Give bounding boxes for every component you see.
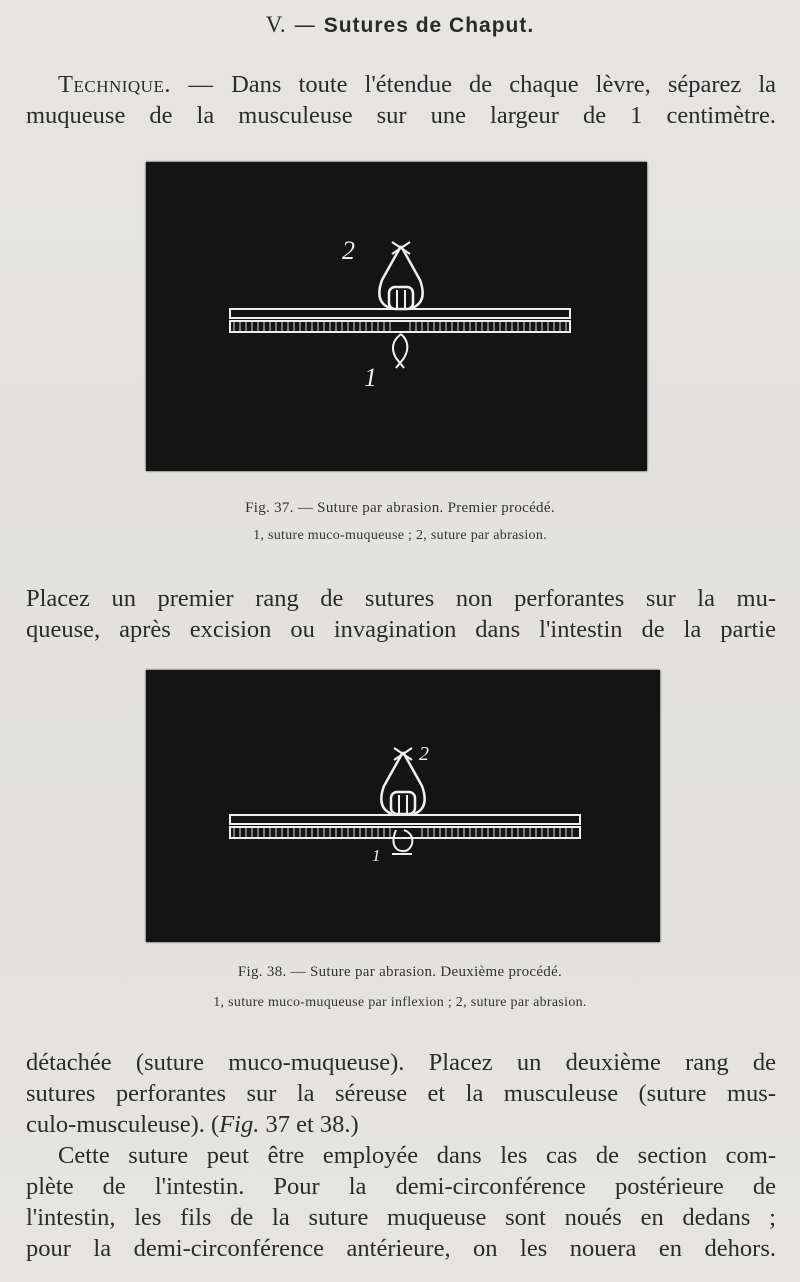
para3-line-1: Cette suture peut être employée dans les cas de section com- (58, 1142, 776, 1169)
figure-37-drawing (146, 162, 647, 471)
fig38-wall-hatching (234, 828, 572, 837)
para2-line-3-suffix: 37 et 38.) (259, 1111, 359, 1138)
fig37-suture-2-loop (379, 246, 422, 308)
para3-line-4: pour la demi-circonférence antérieure, on les nouera en dehors. (26, 1235, 776, 1262)
fig37-suture-2-knot (392, 242, 410, 254)
fig38-wall-upper (230, 815, 580, 824)
para2-line-2: sutures perforantes sur la séreuse et la musculeuse (suture mus- (26, 1080, 776, 1107)
technique-lead: Technique. — (58, 71, 232, 98)
section-number: V. (265, 12, 287, 37)
fig37-suture-1-loop (393, 334, 407, 368)
intro-line-1 (58, 70, 776, 100)
fig38-label-2: 2 (419, 743, 429, 765)
para1-line-2: queuse, après excision ou invagination dans l'intestin de la partie (26, 616, 776, 643)
section-heading (0, 12, 800, 38)
fig38-fold (391, 792, 415, 814)
figure-37-legend: 1, suture muco-muqueuse ; 2, suture par abrasion. (253, 528, 547, 543)
para3-line-2: plète de l'intestin. Pour la demi-circonférence postérieure de (26, 1173, 776, 1200)
fig38-suture-2-knot (394, 748, 412, 760)
fig37-wall-lower (230, 321, 570, 332)
intro-text-1: Dans toute l'étendue de chaque lèvre, séparez la (231, 71, 777, 98)
figure-38-drawing (146, 670, 660, 942)
fig37-wall-hatching (234, 322, 566, 331)
fig37-label-2: 2 (342, 236, 355, 265)
fig37-fold (389, 287, 413, 309)
fig37-wall-upper (230, 309, 570, 318)
para3-line-3: l'intestin, les fils de la suture muqueuse sont noués en dedans ; (26, 1204, 776, 1231)
figure-37-illustration (146, 162, 647, 471)
para2-line-1: détachée (suture muco-muqueuse). Placez un deuxième rang de (26, 1049, 776, 1076)
fig38-suture-1-inflexion (393, 830, 412, 851)
intro-line-2: muqueuse de la musculeuse sur une largeur de 1 centimètre. (26, 102, 776, 129)
para2-line-3-prefix: culo-musculeuse). ( (26, 1111, 220, 1138)
fig38-label-1: 1 (372, 846, 381, 865)
para1-line-1: Placez un premier rang de sutures non perforantes sur la mu- (26, 585, 776, 612)
figure-38-legend: 1, suture muco-muqueuse par inflexion ; 2, suture par abrasion. (213, 995, 587, 1010)
figure-37-caption: Fig. 37. — Suture par abrasion. Premier procédé. (245, 500, 555, 516)
section-separator: — (293, 13, 317, 38)
figure-reference: Fig. (219, 1111, 260, 1138)
para2-line-3 (26, 1110, 776, 1140)
fig37-label-1: 1 (364, 363, 377, 392)
section-title: Sutures de Chaput. (323, 14, 535, 37)
figure-38-caption: Fig. 38. — Suture par abrasion. Deuxième procédé. (237, 964, 563, 980)
figure-38-illustration (146, 670, 660, 942)
